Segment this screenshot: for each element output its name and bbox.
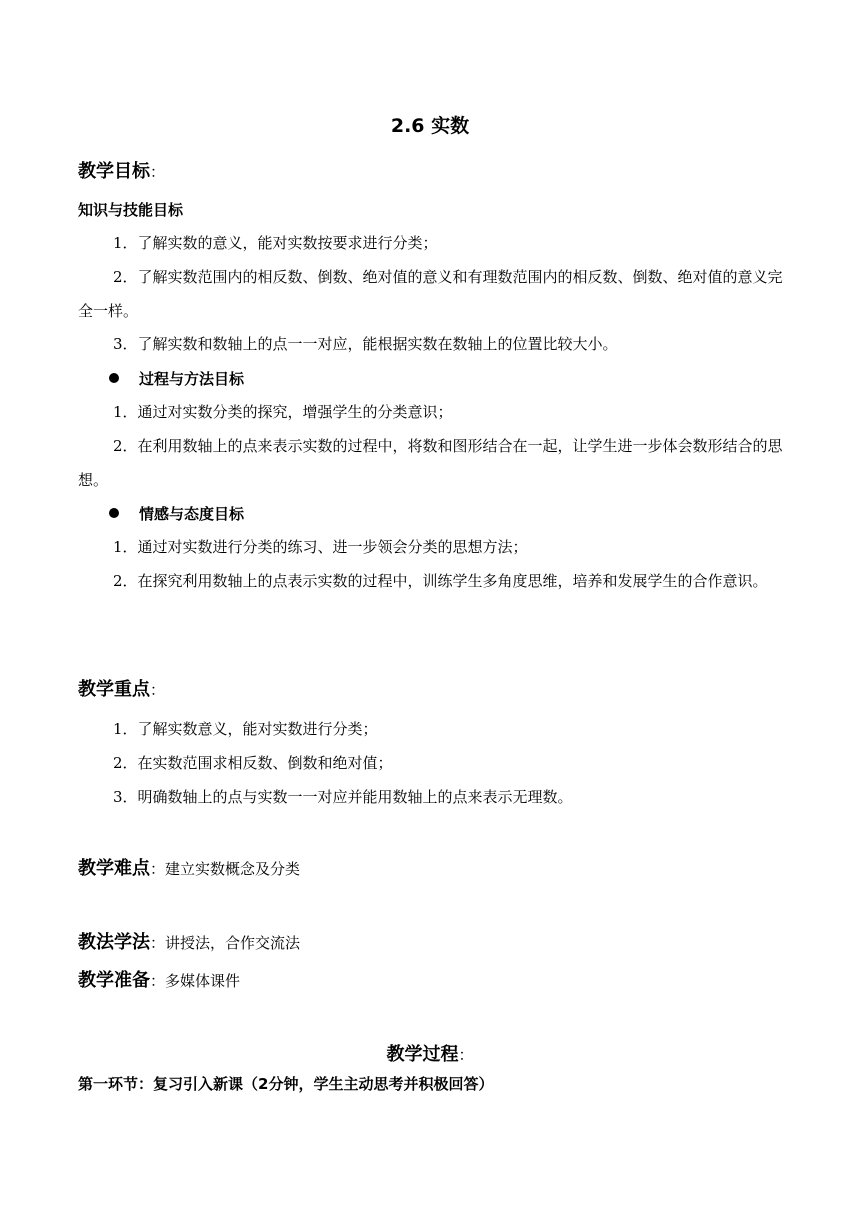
methods-heading-text: 教法学法 (78, 932, 150, 953)
step-1-heading: 第一环节：复习引入新课（2分钟，学生主动思考并积极回答） (78, 1075, 494, 1093)
difficulty-text: 建立实数概念及分类 (165, 860, 301, 878)
knowledge-skill-heading: 知识与技能目标 (78, 201, 184, 219)
teaching-process-heading-text: 教学过程 (386, 1044, 459, 1065)
preparation-text: 多媒体课件 (165, 972, 241, 990)
attitude-heading (109, 502, 244, 526)
process-item-2: 2．在利用数轴上的点来表示实数的过程中，将数和图形结合在一起，让学生进一步体会数形结合的思想。 (78, 437, 783, 489)
attitude-item-2: 2．在探究利用数轴上的点表示实数的过程中，训练学生多角度思维，培养和发展学生的合作意识。 (113, 572, 768, 590)
bullet-dot-icon (109, 508, 119, 518)
preparation-heading-colon: ： (150, 972, 166, 990)
objectives-heading (78, 158, 165, 186)
knowledge-item-3: 3．了解实数和数轴上的点一一对应，能根据实数在数轴上的位置比较大小。 (113, 335, 618, 353)
methods-heading-colon: ： (150, 934, 166, 952)
methods-heading (78, 929, 300, 957)
key-point-1: 1．了解实数意义，能对实数进行分类； (113, 720, 378, 738)
attitude-heading-text: 情感与态度目标 (139, 505, 245, 523)
objectives-heading-colon: ： (150, 163, 166, 181)
teaching-process-heading-colon: ： (458, 1046, 474, 1064)
difficulty-heading-colon: ： (150, 860, 166, 878)
preparation-heading (78, 967, 240, 995)
teaching-process-heading (0, 1041, 860, 1069)
process-method-heading (109, 367, 244, 391)
process-method-heading-text: 过程与方法目标 (139, 370, 245, 388)
key-points-heading-text: 教学重点 (78, 679, 150, 700)
difficulty-heading-text: 教学难点 (78, 858, 150, 879)
page-title: 2.6 实数 (390, 115, 470, 137)
key-point-3: 3．明确数轴上的点与实数一一对应并能用数轴上的点来表示无理数。 (113, 788, 573, 806)
difficulty-heading (78, 855, 300, 883)
attitude-item-1: 1．通过对实数进行分类的练习、进一步领会分类的思想方法； (113, 538, 528, 556)
knowledge-item-2: 2．了解实数范围内的相反数、倒数、绝对值的意义和有理数范围内的相反数、倒数、绝对值的意义完全一样。 (78, 268, 783, 320)
objectives-heading-text: 教学目标 (78, 161, 150, 182)
methods-text: 讲授法，合作交流法 (165, 934, 301, 952)
key-point-2: 2．在实数范围求相反数、倒数和绝对值； (113, 754, 393, 772)
bullet-dot-icon (109, 373, 119, 383)
preparation-heading-text: 教学准备 (78, 970, 150, 991)
key-points-heading (78, 676, 165, 704)
knowledge-item-1: 1．了解实数的意义，能对实数按要求进行分类； (113, 234, 438, 252)
key-points-heading-colon: ： (150, 681, 166, 699)
process-item-1: 1．通过对实数分类的探究，增强学生的分类意识； (113, 403, 453, 421)
